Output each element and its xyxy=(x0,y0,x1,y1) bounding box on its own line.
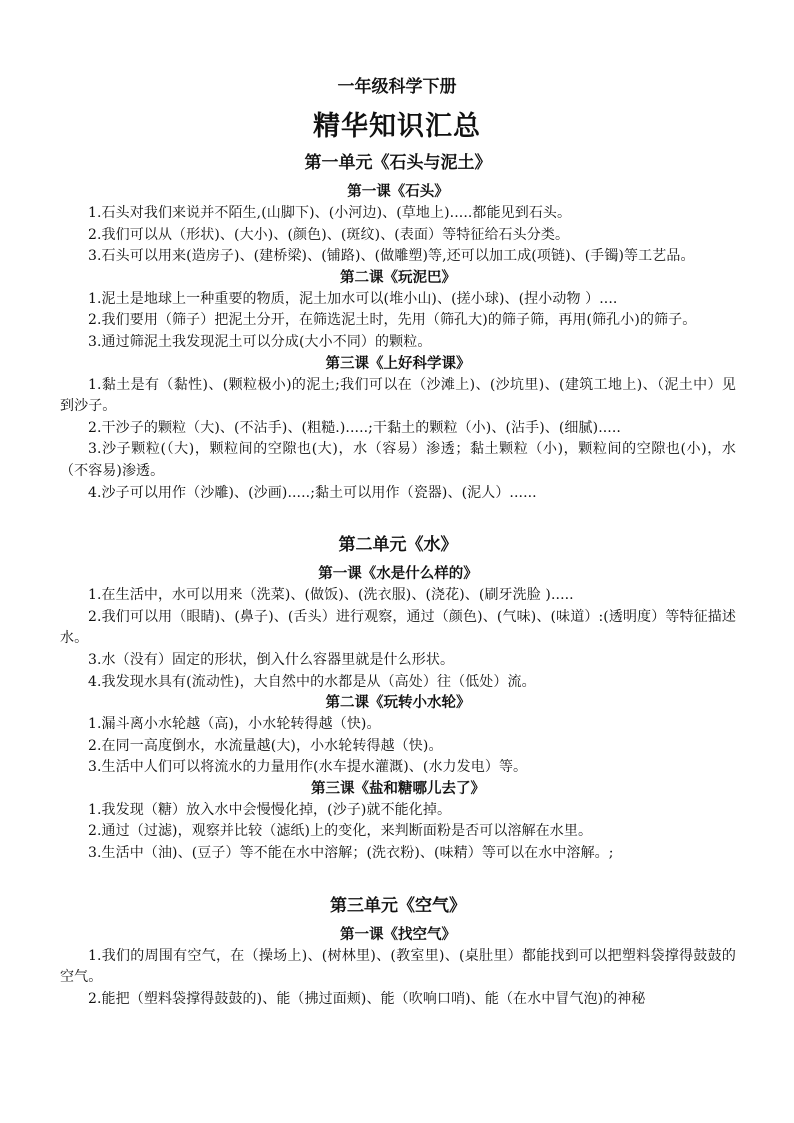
lesson-title: 第二课《玩转小水轮》 xyxy=(325,695,471,712)
unit-title: 第三单元《空气》 xyxy=(330,895,466,916)
knowledge-item: 3.生活中人们可以将流水的力量用作(水车提水灌溉)、(水力发电）等。 xyxy=(88,759,528,776)
document-subtitle: 一年级科学下册 xyxy=(337,77,457,97)
knowledge-item: 3.生活中（油)、(豆子）等不能在水中溶解；(洗衣粉)、(味精）等可以在水中溶解。; xyxy=(88,845,614,862)
lesson-title: 第三课《上好科学课》 xyxy=(325,355,471,372)
knowledge-item: 3.通过筛泥土我发现泥土可以分成(大小不同）的颗粒。 xyxy=(88,333,432,350)
knowledge-item: 3.水（没有）固定的形状，倒入什么容器里就是什么形状。 xyxy=(88,651,455,668)
lesson-title: 第一课《石头》 xyxy=(347,184,449,200)
knowledge-item: 2.我们可以用（眼睛)、(鼻子)、(舌头）进行观察，通过（颜色)、(气味)、(味道）:(透明度）等特征描述水。 xyxy=(60,608,736,647)
knowledge-item: 2.通过（过滤)，观察并比较（滤纸)上的变化，来判断面粉是否可以溶解在水里。 xyxy=(88,823,593,840)
knowledge-item: 2.我们要用（筛子）把泥土分开，在筛选泥土时，先用（筛孔大)的筛子筛，再用(筛孔小)的筛子。 xyxy=(88,312,697,329)
knowledge-item: 3.石头可以用来(造房子)、(建桥梁)、(铺路)、(做雕塑)等,还可以加工成(项链)、(手镯)等工艺品。 xyxy=(88,248,695,265)
knowledge-item: 1.漏斗离小水轮越（高)，小水轮转得越（快)。 xyxy=(88,716,381,733)
lesson-title: 第三课《盐和糖哪儿去了》 xyxy=(311,780,485,797)
unit-section xyxy=(60,893,736,1011)
unit-section xyxy=(60,150,736,504)
knowledge-item: 1.泥土是地球上一种重要的物质，泥土加水可以(堆小山)、(搓小球)、(捏小动物 ）.... xyxy=(88,290,618,307)
knowledge-item: 3.沙子颗粒(（大)，颗粒间的空隙也(大)，水（容易）渗透；黏土颗粒（小)，颗粒间的空隙也(小)，水（不容易)渗透。 xyxy=(60,441,736,479)
knowledge-item: 1.在生活中，水可以用来（洗菜)、(做饭)、(洗衣服)、(浇花)、(刷牙洗脸 )..... xyxy=(88,587,574,604)
unit-title: 第一单元《石头与泥土》 xyxy=(304,153,492,173)
knowledge-item: 1.我发现（糖）放入水中会慢慢化掉，(沙子)就不能化掉。 xyxy=(88,801,452,818)
lesson-title: 第一课《找空气》 xyxy=(340,926,456,943)
document-content xyxy=(60,150,736,1010)
document-title: 精华知识汇总 xyxy=(313,111,481,142)
knowledge-item: 4.沙子可以用作（沙雕)、(沙画).....;黏土可以用作（瓷器)、(泥人）...... xyxy=(88,484,537,501)
lesson-title: 第二课《玩泥巴》 xyxy=(340,269,456,286)
unit-section xyxy=(60,532,736,865)
knowledge-item: 2.在同一高度倒水，水流量越(大)，小水轮转得越（快)。 xyxy=(88,737,443,754)
knowledge-item: 1.黏土是有（黏性)、(颗粒极小)的泥土;我们可以在（沙滩上)、(沙坑里)、(建筑工地上)、（泥土中）见到沙子。 xyxy=(60,376,736,415)
knowledge-item: 2.能把（塑料袋撑得鼓鼓的)、能（拂过面颊)、能（吹响口哨)、能（在水中冒气泡)的神秘 xyxy=(88,990,646,1007)
knowledge-item: 2.干沙子的颗粒（大)、(不沾手)、(粗糙.).....;干黏土的颗粒（小)、(沾手)、(细腻)..... xyxy=(88,419,621,436)
unit-title: 第二单元《水》 xyxy=(338,535,458,556)
knowledge-item: 1.我们的周围有空气，在（操场上)、(树林里)、(教室里)、(桌肚里）都能找到可以把塑料袋撑得鼓鼓的空气。 xyxy=(60,947,736,986)
knowledge-item: 4.我发现水具有(流动性)，大自然中的水都是从（高处）往（低处）流。 xyxy=(88,673,536,690)
lesson-title: 第一课《水是什么样的》 xyxy=(318,566,478,583)
knowledge-item: 1.石头对我们来说并不陌生,(山脚下)、(小河边)、(草地上).....都能见到石头。 xyxy=(88,205,572,221)
knowledge-item: 2.我们可以从（形状)、(大小)、(颜色)、(斑纹)、(表面）等特征给石头分类。 xyxy=(88,226,570,243)
